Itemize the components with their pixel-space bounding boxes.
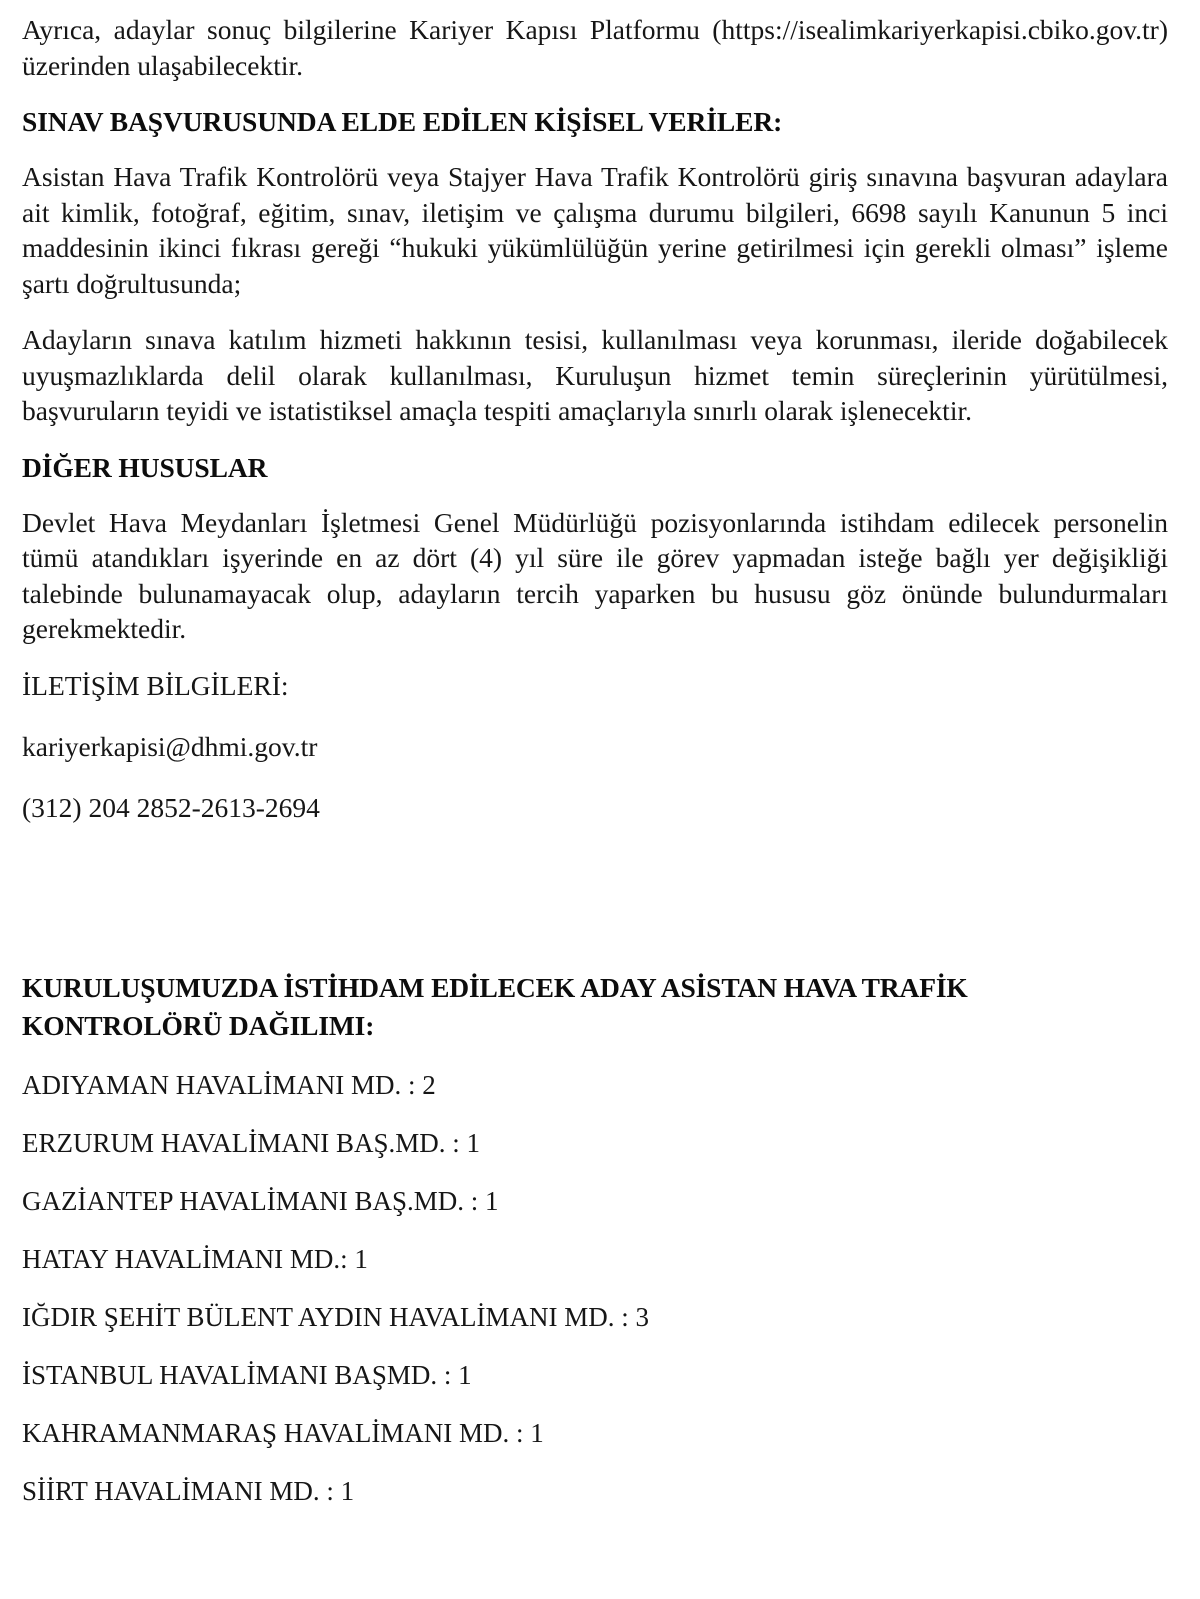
list-item: KAHRAMANMARAŞ HAVALİMANI MD. : 1 bbox=[22, 1417, 544, 1448]
section-distribution bbox=[22, 969, 1168, 1508]
list-item: GAZİANTEP HAVALİMANI BAŞ.MD. : 1 bbox=[22, 1185, 499, 1216]
section-other-matters bbox=[22, 450, 1168, 647]
personal-data-paragraph-1: Asistan Hava Trafik Kontrolörü veya Stajyer Hava Trafik Kontrolörü giriş sınavına başvuran adaylara ait kimlik, fotoğraf, eğitim, sınav, iletişim ve çalışma durumu bilgileri, 6698 sayılı Kanunun 5 inci maddesinin ikinci fıkrası gereği “hukuki yükümlülüğün yerine getirilmesi için gerekli olması” işleme şartı doğrultusunda; bbox=[22, 161, 1168, 299]
list-item: ADIYAMAN HAVALİMANI MD. : 2 bbox=[22, 1069, 436, 1100]
personal-data-heading: SINAV BAŞVURUSUNDA ELDE EDİLEN KİŞİSEL VERİLER: bbox=[22, 106, 783, 137]
list-item: IĞDIR ŞEHİT BÜLENT AYDIN HAVALİMANI MD. : 3 bbox=[22, 1301, 650, 1332]
section-spacer bbox=[22, 851, 1168, 969]
intro-block bbox=[22, 0, 1168, 83]
contact-phone: (312) 204 2852-2613-2694 bbox=[22, 791, 320, 823]
list-item: SİİRT HAVALİMANI MD. : 1 bbox=[22, 1475, 355, 1506]
section-contact bbox=[22, 668, 1168, 825]
list-item: ERZURUM HAVALİMANI BAŞ.MD. : 1 bbox=[22, 1127, 481, 1158]
other-matters-paragraph-1: Devlet Hava Meydanları İşletmesi Genel Müdürlüğü pozisyonlarında istihdam edilecek personelin tümü atandıkları işyerinde en az dört (4) yıl süre ile görev yapmadan isteğe bağlı yer değişikliği talebinde bulunamayacak olup, adayların tercih yaparken bu hususu göz önünde bulundurmaları gerekmektedir. bbox=[22, 506, 1168, 644]
personal-data-paragraph-2: Adayların sınava katılım hizmeti hakkının tesisi, kullanılması veya korunması, ileride doğabilecek uyuşmazlıklarda delil olarak kullanılması, Kuruluşun hizmet temin süreçlerinin yürütülmesi, başvuruların teyidi ve istatistiksel amaçla tespiti amaçlarıyla sınırlı olarak işlenecektir. bbox=[22, 324, 1168, 426]
distribution-list bbox=[22, 1069, 1168, 1508]
list-item: İSTANBUL HAVALİMANI BAŞMD. : 1 bbox=[22, 1359, 472, 1390]
distribution-heading: KURULUŞUMUZDA İSTİHDAM EDİLECEK ADAY ASİSTAN HAVA TRAFİK KONTROLÖRÜ DAĞILIMI: bbox=[22, 971, 968, 1041]
other-matters-heading: DİĞER HUSUSLAR bbox=[22, 451, 268, 483]
section-personal-data bbox=[22, 104, 1168, 429]
contact-email: kariyerkapisi@dhmi.gov.tr bbox=[22, 730, 318, 762]
contact-heading: İLETİŞİM BİLGİLERİ: bbox=[22, 669, 289, 701]
list-item: HATAY HAVALİMANI MD.: 1 bbox=[22, 1243, 368, 1274]
intro-paragraph: Ayrıca, adaylar sonuç bilgilerine Kariyer Kapısı Platformu (https://isealimkariyerkapisi.cbiko.gov.tr) üzerinden ulaşabilecektir. bbox=[22, 14, 1168, 81]
